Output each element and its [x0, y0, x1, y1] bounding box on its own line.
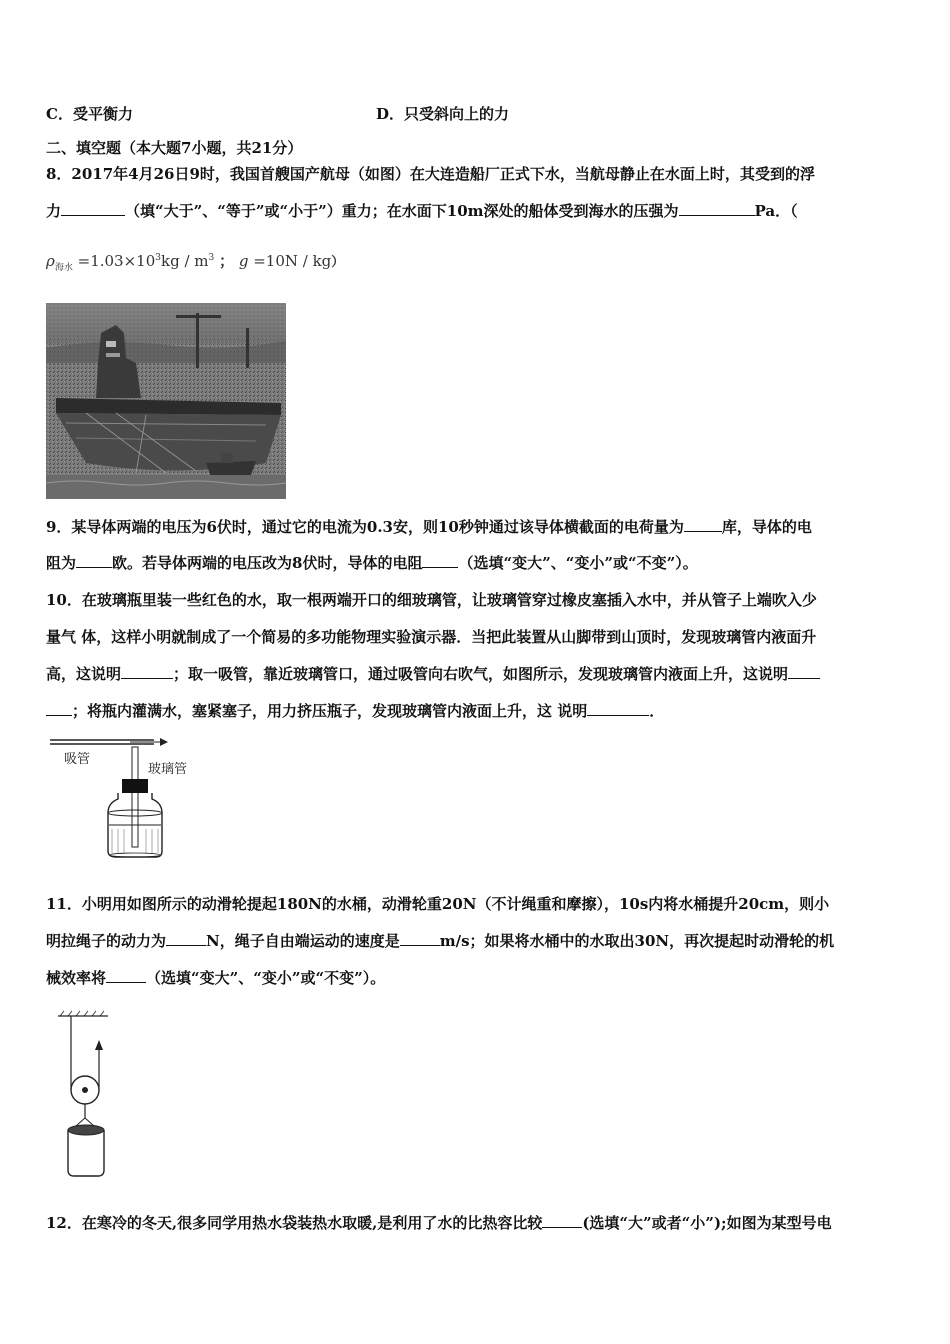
- q11-line3: [46, 967, 385, 988]
- g-symbol: g: [238, 252, 249, 270]
- label-straw: 吸管: [64, 752, 91, 767]
- section-heading: 二、填空题（本大题7小题，共21分）: [46, 139, 303, 157]
- q9-text-e: （选填“变大”、“变小”或“不变”）。: [458, 554, 698, 572]
- q10-blank-1[interactable]: [121, 664, 173, 679]
- rho-symbol: ρ: [46, 252, 55, 270]
- q10-line1: 10．在玻璃瓶里装一些红色的水，取一根两端开口的细玻璃管，让玻璃管穿过橡皮塞插入水中，并从管子上端吹入少: [46, 591, 817, 609]
- q9-text-c: 阻为: [46, 554, 77, 572]
- q11-text-a: 明拉绳子的动力为: [46, 932, 167, 950]
- q9-line2: [46, 552, 698, 573]
- q11-blank-2[interactable]: [400, 931, 440, 946]
- q8-blank-1[interactable]: [61, 201, 125, 216]
- q11-line2: [46, 930, 834, 951]
- q10-line3: [46, 663, 820, 684]
- q11-text-b: N，绳子自由端运动的速度是: [206, 932, 400, 950]
- q10-line2: 量气 体，这样小明就制成了一个简易的多功能物理实验演示器．当把此装置从山脚带到山顶时，发现玻璃管内液面升: [46, 628, 817, 646]
- option-d: D．只受斜向上的力: [376, 105, 510, 123]
- q10-text-d: ．: [649, 702, 665, 720]
- formula-separator: ；: [219, 252, 235, 270]
- q10-blank-2[interactable]: [788, 664, 820, 679]
- option-c: C．受平衡力: [46, 105, 133, 123]
- q9-blank-2[interactable]: [76, 553, 112, 568]
- q10-blank-2-cont[interactable]: [46, 701, 72, 716]
- q10-line4: [46, 700, 664, 721]
- rho-exponent: 3: [155, 253, 161, 263]
- aircraft-carrier-photo: [46, 303, 286, 499]
- q11-line1: 11．小明用如图所示的动滑轮提起180N的水桶，动滑轮重20N（不计绳重和摩擦），10s内将水桶提升20cm，则小: [46, 895, 830, 913]
- rho-subscript: 海水: [54, 263, 73, 273]
- q8-line2: [46, 200, 798, 221]
- q12-text-b: (选填“大”或者“小”);如图为某型号电: [582, 1214, 832, 1232]
- bottle-straw-diagram: [46, 733, 216, 863]
- q9-text-d: 欧。若导体两端的电压改为8伏时，导体的电阻: [112, 554, 423, 572]
- q8-text-c: Pa．（: [754, 202, 798, 220]
- q11-blank-3[interactable]: [106, 968, 146, 983]
- q8-text-a: 力: [46, 202, 62, 220]
- q9-text-b: 库，导体的电: [721, 518, 812, 536]
- q9-line1: [46, 516, 812, 537]
- q8-blank-2[interactable]: [679, 201, 755, 216]
- q9-blank-1[interactable]: [684, 517, 722, 532]
- rho-value: =1.03×10: [77, 252, 156, 270]
- q12-text-a: 12．在寒冷的冬天,很多同学用热水袋装热水取暖,是利用了水的比热容比较: [46, 1214, 543, 1232]
- q12-line1: [46, 1212, 832, 1233]
- q10-text-b: ；取一吸管，靠近玻璃管口，通过吸管向右吹气，如图所示，发现玻璃管内液面上升，这说明: [173, 665, 789, 683]
- formula-close: ）: [331, 255, 345, 270]
- rho-unit: kg / m: [160, 252, 209, 270]
- q10-text-c: ；将瓶内灌满水，塞紧塞子，用力挤压瓶子，发现玻璃管内液面上升，这 说明: [72, 702, 588, 720]
- arrow-up-icon: [95, 1040, 103, 1050]
- q11-text-c: m/s；如果将水桶中的水取出30N，再次提起时动滑轮的机: [439, 932, 835, 950]
- label-tube: 玻璃管: [148, 762, 188, 777]
- q9-text-a: 9．某导体两端的电压为6伏时，通过它的电流为0.3安，则10秒钟通过该导体横截面的电荷量为: [46, 518, 684, 536]
- q10-text-a: 高，这说明: [46, 665, 122, 683]
- g-value: =10N / kg: [253, 252, 332, 270]
- q8-formula: [46, 250, 344, 273]
- rho-unit-exponent: 3: [208, 253, 215, 263]
- q11-text-e: （选填“变大”、“变小”或“不变”）。: [146, 969, 386, 987]
- movable-pulley-diagram: [46, 1010, 126, 1185]
- q10-blank-3[interactable]: [587, 701, 649, 716]
- q11-text-d: 械效率将: [46, 969, 107, 987]
- q9-blank-3[interactable]: [422, 553, 458, 568]
- q8-text-b: （填“大于”、“等于”或“小于”）重力；在水面下10m深处的船体受到海水的压强为: [125, 202, 679, 220]
- q8-line1: 8．2017年4月26日9时，我国首艘国产航母（如图）在大连造船厂正式下水，当航母静止在水面上时，其受到的浮: [46, 165, 815, 183]
- q12-blank-1[interactable]: [542, 1213, 582, 1228]
- q11-blank-1[interactable]: [166, 931, 206, 946]
